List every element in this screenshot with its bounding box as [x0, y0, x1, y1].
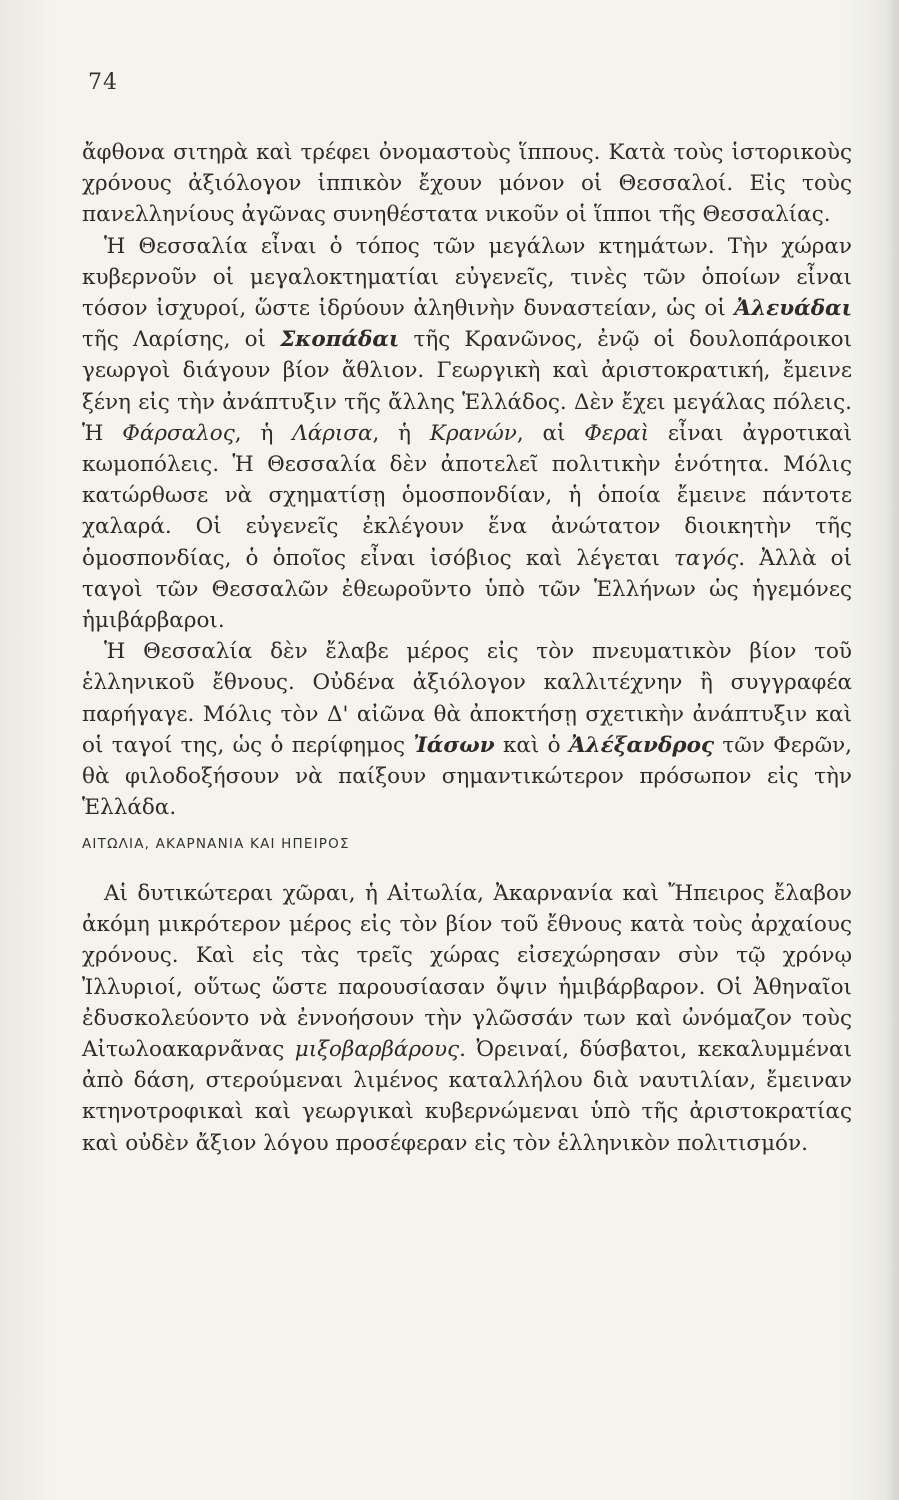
- section-aitolia-text: [82, 878, 852, 1159]
- emphasis-pharsalos: Φάρσαλος: [122, 420, 235, 446]
- page-edge-shadow: [885, 0, 899, 1500]
- emphasis-mixobarbarous: μιξοβαρβάρους: [294, 1037, 460, 1063]
- paragraph-western-regions: Αἱ δυτικώτεραι χῶραι, ἡ Αἰτωλία, Ἀκαρνανία καὶ Ἤπειρος ἔλαβον ἀκόμη μικρότερον μέρος εἰς τὸν βίον τοῦ ἔθνους κατὰ τοὺς ἀρχαίους χρόνους. Καὶ εἰς τὰς τρεῖς χώρας εἰσεχώρησαν σὺν τῷ χρόνῳ Ἰλλυριοί, οὕτως ὥστε παρουσίασαν ὄψιν ἡμιβάρβαρον. Οἱ Ἀθηναῖοι ἐδυσκολεύοντο νὰ ἐννοήσουν τὴν γλῶσσάν των καὶ ὠνόμαζον τοὺς Αἰτωλοακαρνᾶνας μιξοβαρβάρους. Ὀρειναί, δύσβατοι, κεκαλυμμέναι ἀπὸ δάση, στερούμεναι λιμένος καταλλήλου διὰ ναυτιλίαν, ἔμειναν κτηνοτροφικαὶ καὶ γεωργικαὶ κυβερνώμεναι ὑπὸ τῆς ἀριστοκρατίας καὶ οὐδὲν ἄξιον λόγου προσέφεραν εἰς τὸν ἑλληνικὸν πολιτισμόν.: [82, 881, 852, 1156]
- emphasis-aleuadai: Ἀλευάδαι: [734, 296, 852, 322]
- emphasis-skopadai: Σκοπάδαι: [280, 327, 400, 353]
- emphasis-tagos: ταγός: [674, 545, 739, 571]
- emphasis-larisa: Λάρισα: [292, 420, 373, 446]
- paragraph-horses: ἄφθονα σιτηρὰ καὶ τρέφει ὀνομαστοὺς ἵππους. Κατὰ τοὺς ἱστορικοὺς χρόνους ἀξιόλογον ἱππικὸν ἔχουν μόνον οἱ Θεσσαλοί. Εἰς τοὺς πανελληνίους ἀγῶνας συνηθέστατα νικοῦν οἱ ἵπποι τῆς Θεσσαλίας.: [82, 140, 852, 228]
- emphasis-kranon: Κρανών: [429, 420, 517, 446]
- page-number: 74: [88, 70, 118, 95]
- emphasis-alexandros: Ἀλέξανδρος: [568, 732, 715, 758]
- emphasis-pherai: Φεραὶ: [584, 420, 650, 446]
- section-heading: ΑΙΤΩΛΙΑ, ΑΚΑΡΝΑΝΙΑ ΚΑΙ ΗΠΕΙΡΟΣ: [82, 836, 350, 852]
- paragraph-estates: Ἡ Θεσσαλία εἶναι ὁ τόπος τῶν μεγάλων κτημάτων. Τὴν χώραν κυβερνοῦν οἱ μεγαλοκτηματίαι εὐγενεῖς, τινὲς τῶν ὁποίων εἶναι τόσον ἰσχυροί, ὥστε ἱδρύουν ἀληθινὴν δυναστείαν, ὡς οἱ Ἀλευάδαι τῆς Λαρίσης, οἱ Σκοπάδαι τῆς Κρανῶνος, ἐνῷ οἱ δουλοπάροικοι γεωργοὶ διάγουν βίον ἄθλιον. Γεωργικὴ καὶ ἀριστοκρατική, ἔμεινε ξένη εἰς τὴν ἀνάπτυξιν τῆς ἄλλης Ἑλλάδος. Δὲν ἔχει μεγάλας πόλεις. Ἡ Φάρσαλος, ἡ Λάρισα, ἡ Κρανών, αἱ Φεραὶ εἶναι ἀγροτικαὶ κωμοπόλεις. Ἡ Θεσσαλία δὲν ἀποτελεῖ πολιτικὴν ἑνότητα. Μόλις κατώρθωσε νὰ σχηματίσῃ ὁμοσπονδίαν, ἡ ὁποία ἔμεινε πάντοτε χαλαρά. Οἱ εὐγενεῖς ἐκλέγουν ἕνα ἀνώτατον διοικητὴν τῆς ὁμοσπονδίας, ὁ ὁποῖος εἶναι ἰσόβιος καὶ λέγεται ταγός. Ἀλλὰ οἱ ταγοὶ τῶν Θεσσαλῶν ἐθεωροῦντο ὑπὸ τῶν Ἑλλήνων ὡς ἡγεμόνες ἡμιβάρβαροι.: [82, 233, 853, 634]
- section-thessaly-text: [82, 137, 852, 823]
- paragraph-intellectual-life: Ἡ Θεσσαλία δὲν ἔλαβε μέρος εἰς τὸν πνευματικὸν βίον τοῦ ἑλληνικοῦ ἔθνους. Οὐδένα ἀξιόλογον καλλιτέχνην ἢ συγγραφέα παρήγαγε. Μόλις τὸν Δ' αἰῶνα θὰ ἀποκτήσῃ σχετικὴν ἀνάπτυξιν καὶ οἱ ταγοί της, ὡς ὁ περίφημος Ἰάσων καὶ ὁ Ἀλέξανδρος τῶν Φερῶν, θὰ φιλοδοξήσουν νὰ παίξουν σημαντικώτερον πρόσωπον εἰς τὴν Ἑλλάδα.: [82, 639, 853, 821]
- emphasis-iason: Ἰάσων: [413, 732, 495, 758]
